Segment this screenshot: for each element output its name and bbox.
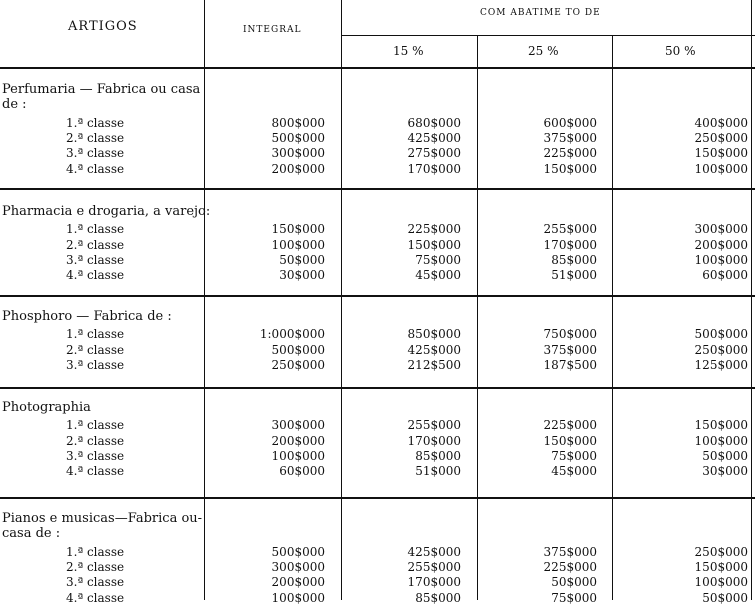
cell-p15: 170$000 bbox=[407, 575, 461, 590]
cell-integral: 1:000$000 bbox=[259, 327, 325, 342]
cell-p25: 50$000 bbox=[551, 575, 597, 590]
cell-integral: 300$000 bbox=[271, 559, 325, 574]
col-divider-3 bbox=[477, 35, 478, 600]
row-label: 2.ª classe bbox=[66, 130, 125, 145]
cell-p25: 45$000 bbox=[551, 464, 597, 479]
cell-integral: 150$000 bbox=[271, 222, 325, 237]
cell-integral: 250$000 bbox=[271, 357, 325, 372]
cell-p15: 212$500 bbox=[407, 357, 461, 372]
row-label: 2.ª classe bbox=[66, 433, 125, 448]
row-label: 1.ª classe bbox=[66, 418, 125, 433]
cell-p50: 50$000 bbox=[702, 590, 748, 605]
row-label: 1.ª classe bbox=[66, 327, 125, 342]
cell-p50: 500$000 bbox=[694, 327, 748, 342]
cell-p15: 275$000 bbox=[407, 146, 461, 161]
cell-integral: 200$000 bbox=[271, 433, 325, 448]
cell-p25: 51$000 bbox=[551, 268, 597, 283]
cell-p15: 170$000 bbox=[407, 161, 461, 176]
header-artigos: ARTIGOS bbox=[68, 19, 138, 34]
row-label: 4.ª classe bbox=[66, 161, 125, 176]
cell-p25: 225$000 bbox=[543, 559, 597, 574]
row-label: 3.ª classe bbox=[66, 357, 125, 372]
cell-p15: 225$000 bbox=[407, 222, 461, 237]
cell-p50: 150$000 bbox=[694, 146, 748, 161]
row-label: 3.ª classe bbox=[66, 448, 125, 463]
col-divider-4 bbox=[612, 35, 613, 600]
row-label: 1.ª classe bbox=[66, 544, 125, 559]
cell-p50: 150$000 bbox=[694, 418, 748, 433]
section-title: de : bbox=[2, 97, 27, 113]
row-label: 4.ª classe bbox=[66, 590, 125, 605]
cell-integral: 500$000 bbox=[271, 544, 325, 559]
cell-p15: 680$000 bbox=[407, 115, 461, 130]
cell-p15: 255$000 bbox=[407, 418, 461, 433]
cell-p15: 85$000 bbox=[415, 448, 461, 463]
cell-p25: 375$000 bbox=[543, 130, 597, 145]
cell-integral: 200$000 bbox=[271, 161, 325, 176]
row-label: 4.ª classe bbox=[66, 464, 125, 479]
cell-p50: 400$000 bbox=[694, 115, 748, 130]
cell-p15: 85$000 bbox=[415, 590, 461, 605]
cell-integral: 100$000 bbox=[271, 237, 325, 252]
header-pct-15: 15 % bbox=[393, 44, 424, 58]
section-title: Pianos e musicas—Fabrica ou- bbox=[2, 511, 203, 526]
cell-p50: 150$000 bbox=[694, 559, 748, 574]
header-bottom-rule bbox=[0, 67, 755, 69]
header-subrule bbox=[342, 35, 755, 36]
cell-p15: 51$000 bbox=[415, 464, 461, 479]
cell-integral: 60$000 bbox=[279, 464, 325, 479]
row-label: 3.ª classe bbox=[66, 146, 125, 161]
cell-p25: 85$000 bbox=[551, 252, 597, 267]
cell-p25: 225$000 bbox=[543, 418, 597, 433]
cell-p50: 125$000 bbox=[694, 357, 748, 372]
cell-p50: 100$000 bbox=[694, 161, 748, 176]
cell-p25: 187$500 bbox=[543, 357, 597, 372]
cell-p25: 75$000 bbox=[551, 590, 597, 605]
cell-p25: 255$000 bbox=[543, 222, 597, 237]
cell-p15: 850$000 bbox=[407, 327, 461, 342]
cell-p50: 100$000 bbox=[694, 252, 748, 267]
cell-integral: 300$000 bbox=[271, 418, 325, 433]
cell-p15: 425$000 bbox=[407, 342, 461, 357]
section-title: Perfumaria — Fabrica ou casa bbox=[2, 82, 201, 97]
col-divider-5 bbox=[751, 0, 752, 600]
section-separator bbox=[0, 497, 755, 499]
cell-p50: 250$000 bbox=[694, 342, 748, 357]
row-label: 1.ª classe bbox=[66, 222, 125, 237]
cell-p15: 425$000 bbox=[407, 130, 461, 145]
section-separator bbox=[0, 295, 755, 297]
row-label: 2.ª classe bbox=[66, 237, 125, 252]
row-label: 3.ª classe bbox=[66, 575, 125, 590]
section-title: Phosphoro — Fabrica de : bbox=[2, 309, 172, 324]
col-divider-1 bbox=[204, 0, 205, 600]
header-pct-50: 50 % bbox=[665, 44, 696, 58]
cell-p25: 600$000 bbox=[543, 115, 597, 130]
cell-p15: 255$000 bbox=[407, 559, 461, 574]
section-separator bbox=[0, 387, 755, 389]
cell-integral: 100$000 bbox=[271, 448, 325, 463]
cell-integral: 100$000 bbox=[271, 590, 325, 605]
cell-p50: 60$000 bbox=[702, 268, 748, 283]
cell-p50: 200$000 bbox=[694, 237, 748, 252]
cell-p25: 150$000 bbox=[543, 433, 597, 448]
cell-p15: 75$000 bbox=[415, 252, 461, 267]
cell-p25: 750$000 bbox=[543, 327, 597, 342]
header-integral: INTEGRAL bbox=[243, 25, 302, 35]
cell-p50: 250$000 bbox=[694, 130, 748, 145]
row-label: 4.ª classe bbox=[66, 268, 125, 283]
cell-integral: 30$000 bbox=[279, 268, 325, 283]
cell-p50: 100$000 bbox=[694, 433, 748, 448]
row-label: 2.ª classe bbox=[66, 559, 125, 574]
cell-p15: 150$000 bbox=[407, 237, 461, 252]
section-title: Pharmacia e drogaria, a varejo: bbox=[2, 204, 211, 219]
section-separator bbox=[0, 188, 755, 190]
cell-p15: 425$000 bbox=[407, 544, 461, 559]
cell-integral: 200$000 bbox=[271, 575, 325, 590]
cell-integral: 500$000 bbox=[271, 130, 325, 145]
cell-integral: 50$000 bbox=[279, 252, 325, 267]
cell-p25: 375$000 bbox=[543, 342, 597, 357]
header-abatimento: COM ABATIME TO DE bbox=[480, 8, 601, 18]
cell-p50: 250$000 bbox=[694, 544, 748, 559]
cell-p15: 45$000 bbox=[415, 268, 461, 283]
cell-p25: 170$000 bbox=[543, 237, 597, 252]
cell-p25: 225$000 bbox=[543, 146, 597, 161]
row-label: 1.ª classe bbox=[66, 115, 125, 130]
section-title: Photographia bbox=[2, 400, 91, 415]
cell-integral: 500$000 bbox=[271, 342, 325, 357]
row-label: 2.ª classe bbox=[66, 342, 125, 357]
col-divider-2 bbox=[341, 0, 342, 600]
cell-p25: 75$000 bbox=[551, 448, 597, 463]
cell-integral: 300$000 bbox=[271, 146, 325, 161]
cell-p50: 100$000 bbox=[694, 575, 748, 590]
header-pct-25: 25 % bbox=[528, 44, 559, 58]
cell-p50: 300$000 bbox=[694, 222, 748, 237]
cell-p15: 170$000 bbox=[407, 433, 461, 448]
section-title: casa de : bbox=[2, 526, 61, 542]
cell-integral: 800$000 bbox=[271, 115, 325, 130]
cell-p50: 30$000 bbox=[702, 464, 748, 479]
cell-p50: 50$000 bbox=[702, 448, 748, 463]
cell-p25: 150$000 bbox=[543, 161, 597, 176]
row-label: 3.ª classe bbox=[66, 252, 125, 267]
cell-p25: 375$000 bbox=[543, 544, 597, 559]
